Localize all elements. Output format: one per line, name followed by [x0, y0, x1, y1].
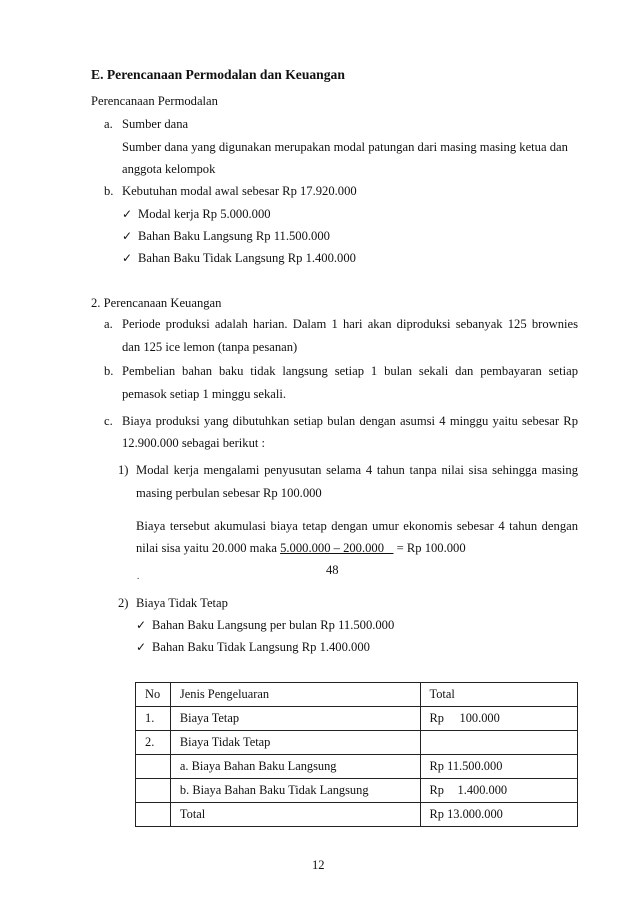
checkmark-icon: ✓: [122, 251, 133, 265]
variable-cost-text: Bahan Baku Langsung per bulan Rp 11.500.000: [152, 618, 395, 632]
list-marker-a: a.: [104, 317, 113, 331]
row-expense-type: Biaya Tetap: [170, 707, 420, 731]
row-expense-type: Total: [170, 803, 420, 827]
fraction-denominator: 48: [326, 563, 339, 577]
depreciation-text: nilai sisa yaitu 20.000 maka: [136, 541, 281, 555]
item-a-title: Sumber dana: [122, 117, 189, 131]
stray-dot: .: [137, 571, 140, 581]
fraction-numerator: 5.000.000 – 200.000: [280, 541, 385, 555]
item-c-line2: 12.900.000 sebagai berikut :: [122, 436, 266, 450]
fraction-result: = Rp 100.000: [393, 541, 466, 555]
row-total: Rp 13.000.000: [420, 803, 577, 827]
item-2-title: Biaya Tidak Tetap: [136, 596, 228, 610]
table-row: [136, 707, 578, 731]
table-row: [136, 755, 578, 779]
amount-value: 100.000: [459, 711, 500, 725]
item-c-line1: Biaya produksi yang dibutuhkan setiap bulan dengan asumsi 4 minggu yaitu sebesar Rp: [122, 414, 578, 428]
checkmark-icon: ✓: [122, 207, 133, 221]
variable-cost-text: Bahan Baku Tidak Langsung Rp 1.400.000: [152, 640, 370, 654]
item-b-title: Kebutuhan modal awal sebesar Rp 17.920.000: [122, 184, 357, 198]
capital-item-text: Bahan Baku Langsung Rp 11.500.000: [138, 229, 330, 243]
table-row: [136, 779, 578, 803]
header-no: No: [136, 683, 171, 707]
list-marker-1: 1): [118, 463, 129, 477]
capital-item: [122, 230, 330, 243]
checkmark-icon: ✓: [122, 229, 133, 243]
row-total: [420, 731, 577, 755]
currency-label: Rp: [429, 711, 444, 725]
list-marker-a: a.: [104, 117, 113, 131]
item-a-line1: Sumber dana yang digunakan merupakan modal patungan dari masing masing ketua dan: [122, 140, 568, 154]
row-total: [420, 779, 577, 803]
row-number: [136, 755, 171, 779]
table-row: [136, 803, 578, 827]
item-a-line2: anggota kelompok: [122, 162, 216, 176]
row-number: 2.: [136, 731, 171, 755]
item-a-line1: Periode produksi adalah harian. Dalam 1 hari akan diproduksi sebanyak 125 brownies: [122, 317, 578, 331]
list-marker-b: b.: [104, 364, 114, 378]
item-1-line2: masing perbulan sebesar Rp 100.000: [136, 486, 322, 500]
depreciation-line1: Biaya tersebut akumulasi biaya tetap dengan umur ekonomis sebesar 4 tahun dengan: [136, 519, 578, 533]
capital-item-text: Modal kerja Rp 5.000.000: [138, 207, 271, 221]
row-number: [136, 779, 171, 803]
table-header-row: [136, 683, 578, 707]
amount-value: 1.400.000: [457, 783, 508, 797]
capital-item-text: Bahan Baku Tidak Langsung Rp 1.400.000: [138, 251, 356, 265]
variable-cost-item: [136, 619, 394, 632]
section-2-heading: 2. Perencanaan Keuangan: [91, 296, 222, 310]
expense-table: [135, 682, 578, 827]
header-jenis: Jenis Pengeluaran: [170, 683, 420, 707]
item-a-line2: dan 125 ice lemon (tanpa pesanan): [122, 340, 298, 354]
item-1-line1: Modal kerja mengalami penyusutan selama 4 tahun tanpa nilai sisa sehingga masing: [136, 463, 578, 477]
page-number: 12: [312, 858, 325, 872]
checkmark-icon: ✓: [136, 618, 147, 632]
item-b-line1: Pembelian bahan baku tidak langsung setiap 1 bulan sekali dan pembayaran setiap: [122, 364, 578, 378]
row-expense-type: b. Biaya Bahan Baku Tidak Langsung: [170, 779, 420, 803]
row-number: [136, 803, 171, 827]
list-marker-b: b.: [104, 184, 114, 198]
row-total: Rp 11.500.000: [420, 755, 577, 779]
row-expense-type: a. Biaya Bahan Baku Langsung: [170, 755, 420, 779]
depreciation-line2: [136, 542, 466, 555]
header-total: Total: [420, 683, 577, 707]
checkmark-icon: ✓: [136, 640, 147, 654]
section-e-heading: E. Perencanaan Permodalan dan Keuangan: [91, 67, 345, 82]
subheading-permodalan: Perencanaan Permodalan: [91, 94, 218, 108]
capital-item: [122, 208, 271, 221]
list-marker-c: c.: [104, 414, 113, 428]
list-marker-2: 2): [118, 596, 129, 610]
row-number: 1.: [136, 707, 171, 731]
currency-label: Rp: [429, 783, 444, 797]
capital-item: [122, 252, 356, 265]
table-row: [136, 731, 578, 755]
item-b-line2: pemasok setiap 1 minggu sekali.: [122, 387, 287, 401]
row-total: [420, 707, 577, 731]
row-expense-type: Biaya Tidak Tetap: [170, 731, 420, 755]
variable-cost-item: [136, 641, 370, 654]
